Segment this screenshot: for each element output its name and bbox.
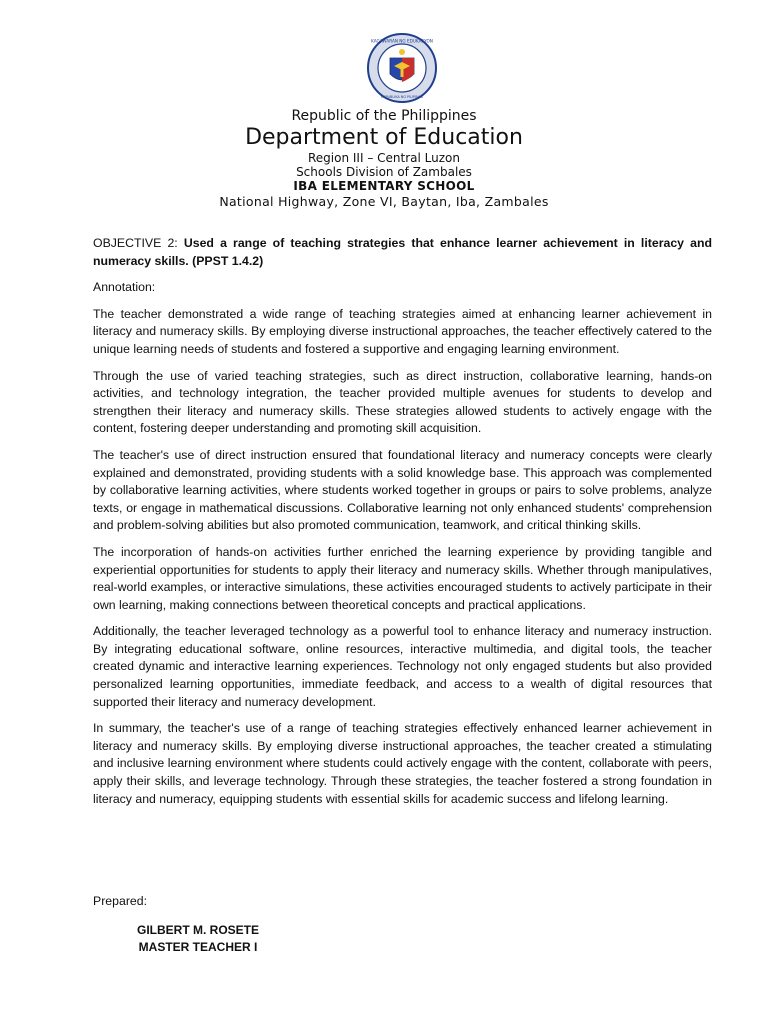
paragraph-5: Additionally, the teacher leveraged technology as a powerful tool to enhance literacy and numeracy instruction. By integrating educational software, online resources, interactive multimedia, and digital tools, the teacher created dynamic and interactive learning experiences. Technology not only engaged students but also provided personalized learning opportunities, immediate feedback, and access to a wealth of digital resources that supported their literacy and numeracy development. [93,624,712,709]
paragraph-1: The teacher demonstrated a wide range of teaching strategies aimed at enhancing learner achievement in literacy and numeracy skills. By employing diverse instructional approaches, the teacher effectively catered to the unique learning needs of students and fostered a supportive and engaging learning environment. [93,306,712,356]
republic-title: Republic of the Philippines [291,108,477,124]
school-address: National Highway, Zone VI, Baytan, Iba, Zambales [219,193,549,209]
paragraph-6: In summary, the teacher's use of a range of teaching strategies effectively enhanced learner achievement in literacy and numeracy skills. By employing diverse instructional approaches, the teacher created a stimulating and inclusive learning environment where students could actively engage with the content, collaborate with peers, apply their skills, and leverage technology. Through these strategies, the teacher fostered a strong foundation in literacy and numeracy, equipping students with essential skills for academic success and lifelong learning. [93,721,712,806]
signatory-position: MASTER TEACHER I [138,940,258,954]
document-body [93,235,712,817]
paragraph-4: The incorporation of hands-on activities further enriched the learning experience by providing tangible and experiential opportunities for students to apply their literacy and numeracy skills. Whether through manipulatives, real-world examples, or interactive simulations, these activities encouraged students to actively participate in their own learning, making connections between theoretical concepts and practical applications. [93,544,712,612]
department-title: Department of Education [245,124,523,150]
region-line: Region III – Central Luzon [308,151,460,166]
seal-bottom-text: REPUBLIKA NG PILIPINAS [380,95,424,99]
objective-statement [93,235,712,270]
division-line: Schools Division of Zambales [296,165,472,180]
signatory-name: GILBERT M. ROSETE [136,923,259,937]
deped-seal-icon [366,32,438,104]
paragraph-3: The teacher's use of direct instruction ensured that foundational literacy and numeracy concepts were clearly explained and demonstrated, providing students with a solid knowledge base. This approach was complemented by collaborative learning activities, where students worked together in groups or pairs to solve problems, analyze texts, or engage in mathematical discussions. Collaborative learning not only enhanced students' comprehension and problem-solving abilities but also promoted communication, teamwork, and critical thinking skills. [93,447,712,533]
objective-text: Used a range of teaching strategies that enhance learner achievement in literacy and numeracy skills. (PPST 1.4.2) [93,236,712,268]
school-name: IBA ELEMENTARY SCHOOL [293,179,475,194]
seal-ring-text: KAGAWARAN NG EDUKASYON [371,38,433,44]
objective-label: OBJECTIVE 2: [93,236,178,250]
letterhead [0,108,768,209]
signatory-block [128,922,268,956]
annotation-label: Annotation: [93,280,156,295]
paragraph-2: Through the use of varied teaching strategies, such as direct instruction, collaborative learning, hands-on activities, and technology integration, the teacher provided multiple avenues for students to develop and strengthen their literacy and numeracy skills. These strategies allowed students to actively engage with the content, fostering deeper understanding and promoting skill acquisition. [93,368,712,436]
prepared-label: Prepared: [93,894,148,908]
